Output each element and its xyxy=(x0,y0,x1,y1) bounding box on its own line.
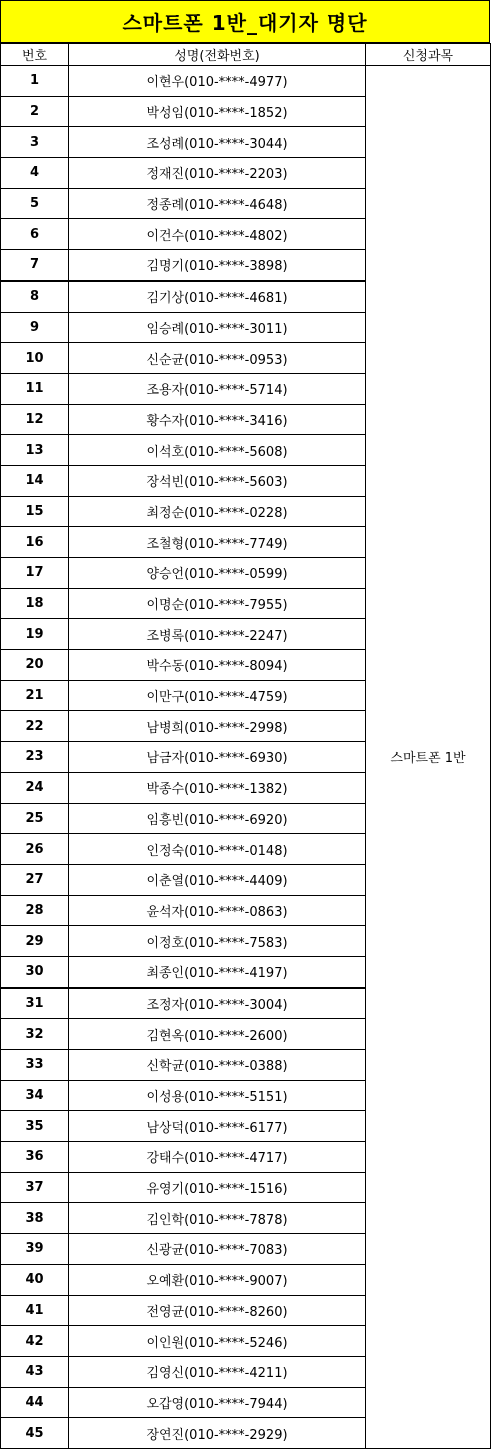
row-name-phone: 김인학(010-****-7878) xyxy=(69,1203,366,1234)
course-cell: 스마트폰 1반 xyxy=(366,66,491,1449)
header-num: 번호 xyxy=(1,44,69,66)
row-name-phone: 이인원(010-****-5246) xyxy=(69,1326,366,1357)
row-name-phone: 조용자(010-****-5714) xyxy=(69,373,366,404)
row-number: 40 xyxy=(1,1264,69,1295)
row-number: 7 xyxy=(1,250,69,281)
row-name-phone: 이성용(010-****-5151) xyxy=(69,1080,366,1111)
table-row xyxy=(1,66,491,97)
header-course: 신청과목 xyxy=(366,44,491,66)
row-number: 36 xyxy=(1,1142,69,1173)
row-name-phone: 정재진(010-****-2203) xyxy=(69,158,366,189)
row-name-phone: 조철형(010-****-7749) xyxy=(69,527,366,558)
sheet-title: 스마트폰 1반_대기자 명단 xyxy=(0,0,490,43)
row-name-phone: 정종례(010-****-4648) xyxy=(69,188,366,219)
row-name-phone: 박종수(010-****-1382) xyxy=(69,772,366,803)
row-number: 25 xyxy=(1,803,69,834)
row-name-phone: 조성례(010-****-3044) xyxy=(69,127,366,158)
row-name-phone: 강태수(010-****-4717) xyxy=(69,1142,366,1173)
row-name-phone: 오갑영(010-****-7944) xyxy=(69,1387,366,1418)
row-name-phone: 김명기(010-****-3898) xyxy=(69,250,366,281)
row-number: 24 xyxy=(1,772,69,803)
row-number: 11 xyxy=(1,373,69,404)
row-name-phone: 황수자(010-****-3416) xyxy=(69,404,366,435)
row-name-phone: 유영기(010-****-1516) xyxy=(69,1172,366,1203)
row-number: 29 xyxy=(1,926,69,957)
row-name-phone: 장석빈(010-****-5603) xyxy=(69,465,366,496)
row-number: 35 xyxy=(1,1111,69,1142)
header-name: 성명(전화번호) xyxy=(69,44,366,66)
row-number: 22 xyxy=(1,711,69,742)
row-number: 17 xyxy=(1,558,69,589)
row-name-phone: 전영균(010-****-8260) xyxy=(69,1295,366,1326)
row-name-phone: 신순균(010-****-0953) xyxy=(69,343,366,374)
row-name-phone: 조정자(010-****-3004) xyxy=(69,988,366,1019)
row-name-phone: 김기상(010-****-4681) xyxy=(69,281,366,312)
row-number: 3 xyxy=(1,127,69,158)
row-number: 8 xyxy=(1,281,69,312)
row-number: 20 xyxy=(1,650,69,681)
row-number: 23 xyxy=(1,742,69,773)
row-number: 27 xyxy=(1,864,69,895)
row-number: 33 xyxy=(1,1050,69,1081)
row-name-phone: 인정숙(010-****-0148) xyxy=(69,834,366,865)
row-number: 2 xyxy=(1,96,69,127)
row-number: 26 xyxy=(1,834,69,865)
row-number: 12 xyxy=(1,404,69,435)
row-name-phone: 이만구(010-****-4759) xyxy=(69,680,366,711)
row-number: 21 xyxy=(1,680,69,711)
row-name-phone: 최정순(010-****-0228) xyxy=(69,496,366,527)
row-name-phone: 오예환(010-****-9007) xyxy=(69,1264,366,1295)
row-name-phone: 장연진(010-****-2929) xyxy=(69,1418,366,1449)
row-number: 32 xyxy=(1,1019,69,1050)
row-name-phone: 최종인(010-****-4197) xyxy=(69,956,366,987)
row-number: 41 xyxy=(1,1295,69,1326)
row-number: 4 xyxy=(1,158,69,189)
row-name-phone: 이정호(010-****-7583) xyxy=(69,926,366,957)
row-number: 14 xyxy=(1,465,69,496)
row-number: 39 xyxy=(1,1234,69,1265)
row-name-phone: 박성임(010-****-1852) xyxy=(69,96,366,127)
row-name-phone: 이석호(010-****-5608) xyxy=(69,435,366,466)
row-name-phone: 임승례(010-****-3011) xyxy=(69,312,366,343)
row-name-phone: 이건수(010-****-4802) xyxy=(69,219,366,250)
row-name-phone: 임흥빈(010-****-6920) xyxy=(69,803,366,834)
row-number: 37 xyxy=(1,1172,69,1203)
row-number: 34 xyxy=(1,1080,69,1111)
row-number: 10 xyxy=(1,343,69,374)
row-name-phone: 윤석자(010-****-0863) xyxy=(69,895,366,926)
row-name-phone: 남금자(010-****-6930) xyxy=(69,742,366,773)
row-number: 38 xyxy=(1,1203,69,1234)
row-name-phone: 이춘열(010-****-4409) xyxy=(69,864,366,895)
row-name-phone: 이명순(010-****-7955) xyxy=(69,588,366,619)
row-number: 43 xyxy=(1,1356,69,1387)
row-name-phone: 신학균(010-****-0388) xyxy=(69,1050,366,1081)
row-name-phone: 남병희(010-****-2998) xyxy=(69,711,366,742)
row-number: 16 xyxy=(1,527,69,558)
row-name-phone: 남상덕(010-****-6177) xyxy=(69,1111,366,1142)
row-number: 28 xyxy=(1,895,69,926)
row-number: 9 xyxy=(1,312,69,343)
row-number: 30 xyxy=(1,956,69,987)
row-number: 31 xyxy=(1,988,69,1019)
row-number: 15 xyxy=(1,496,69,527)
row-number: 18 xyxy=(1,588,69,619)
waitlist-table xyxy=(0,43,491,1449)
table-body xyxy=(1,66,491,1449)
row-name-phone: 김영신(010-****-4211) xyxy=(69,1356,366,1387)
header-row xyxy=(1,44,491,66)
row-name-phone: 박수동(010-****-8094) xyxy=(69,650,366,681)
row-number: 42 xyxy=(1,1326,69,1357)
row-name-phone: 이현우(010-****-4977) xyxy=(69,66,366,97)
row-number: 6 xyxy=(1,219,69,250)
row-number: 19 xyxy=(1,619,69,650)
row-number: 1 xyxy=(1,66,69,97)
row-number: 5 xyxy=(1,188,69,219)
row-name-phone: 양승언(010-****-0599) xyxy=(69,558,366,589)
row-number: 45 xyxy=(1,1418,69,1449)
row-number: 44 xyxy=(1,1387,69,1418)
row-name-phone: 조병록(010-****-2247) xyxy=(69,619,366,650)
row-name-phone: 신광균(010-****-7083) xyxy=(69,1234,366,1265)
row-number: 13 xyxy=(1,435,69,466)
row-name-phone: 김현옥(010-****-2600) xyxy=(69,1019,366,1050)
